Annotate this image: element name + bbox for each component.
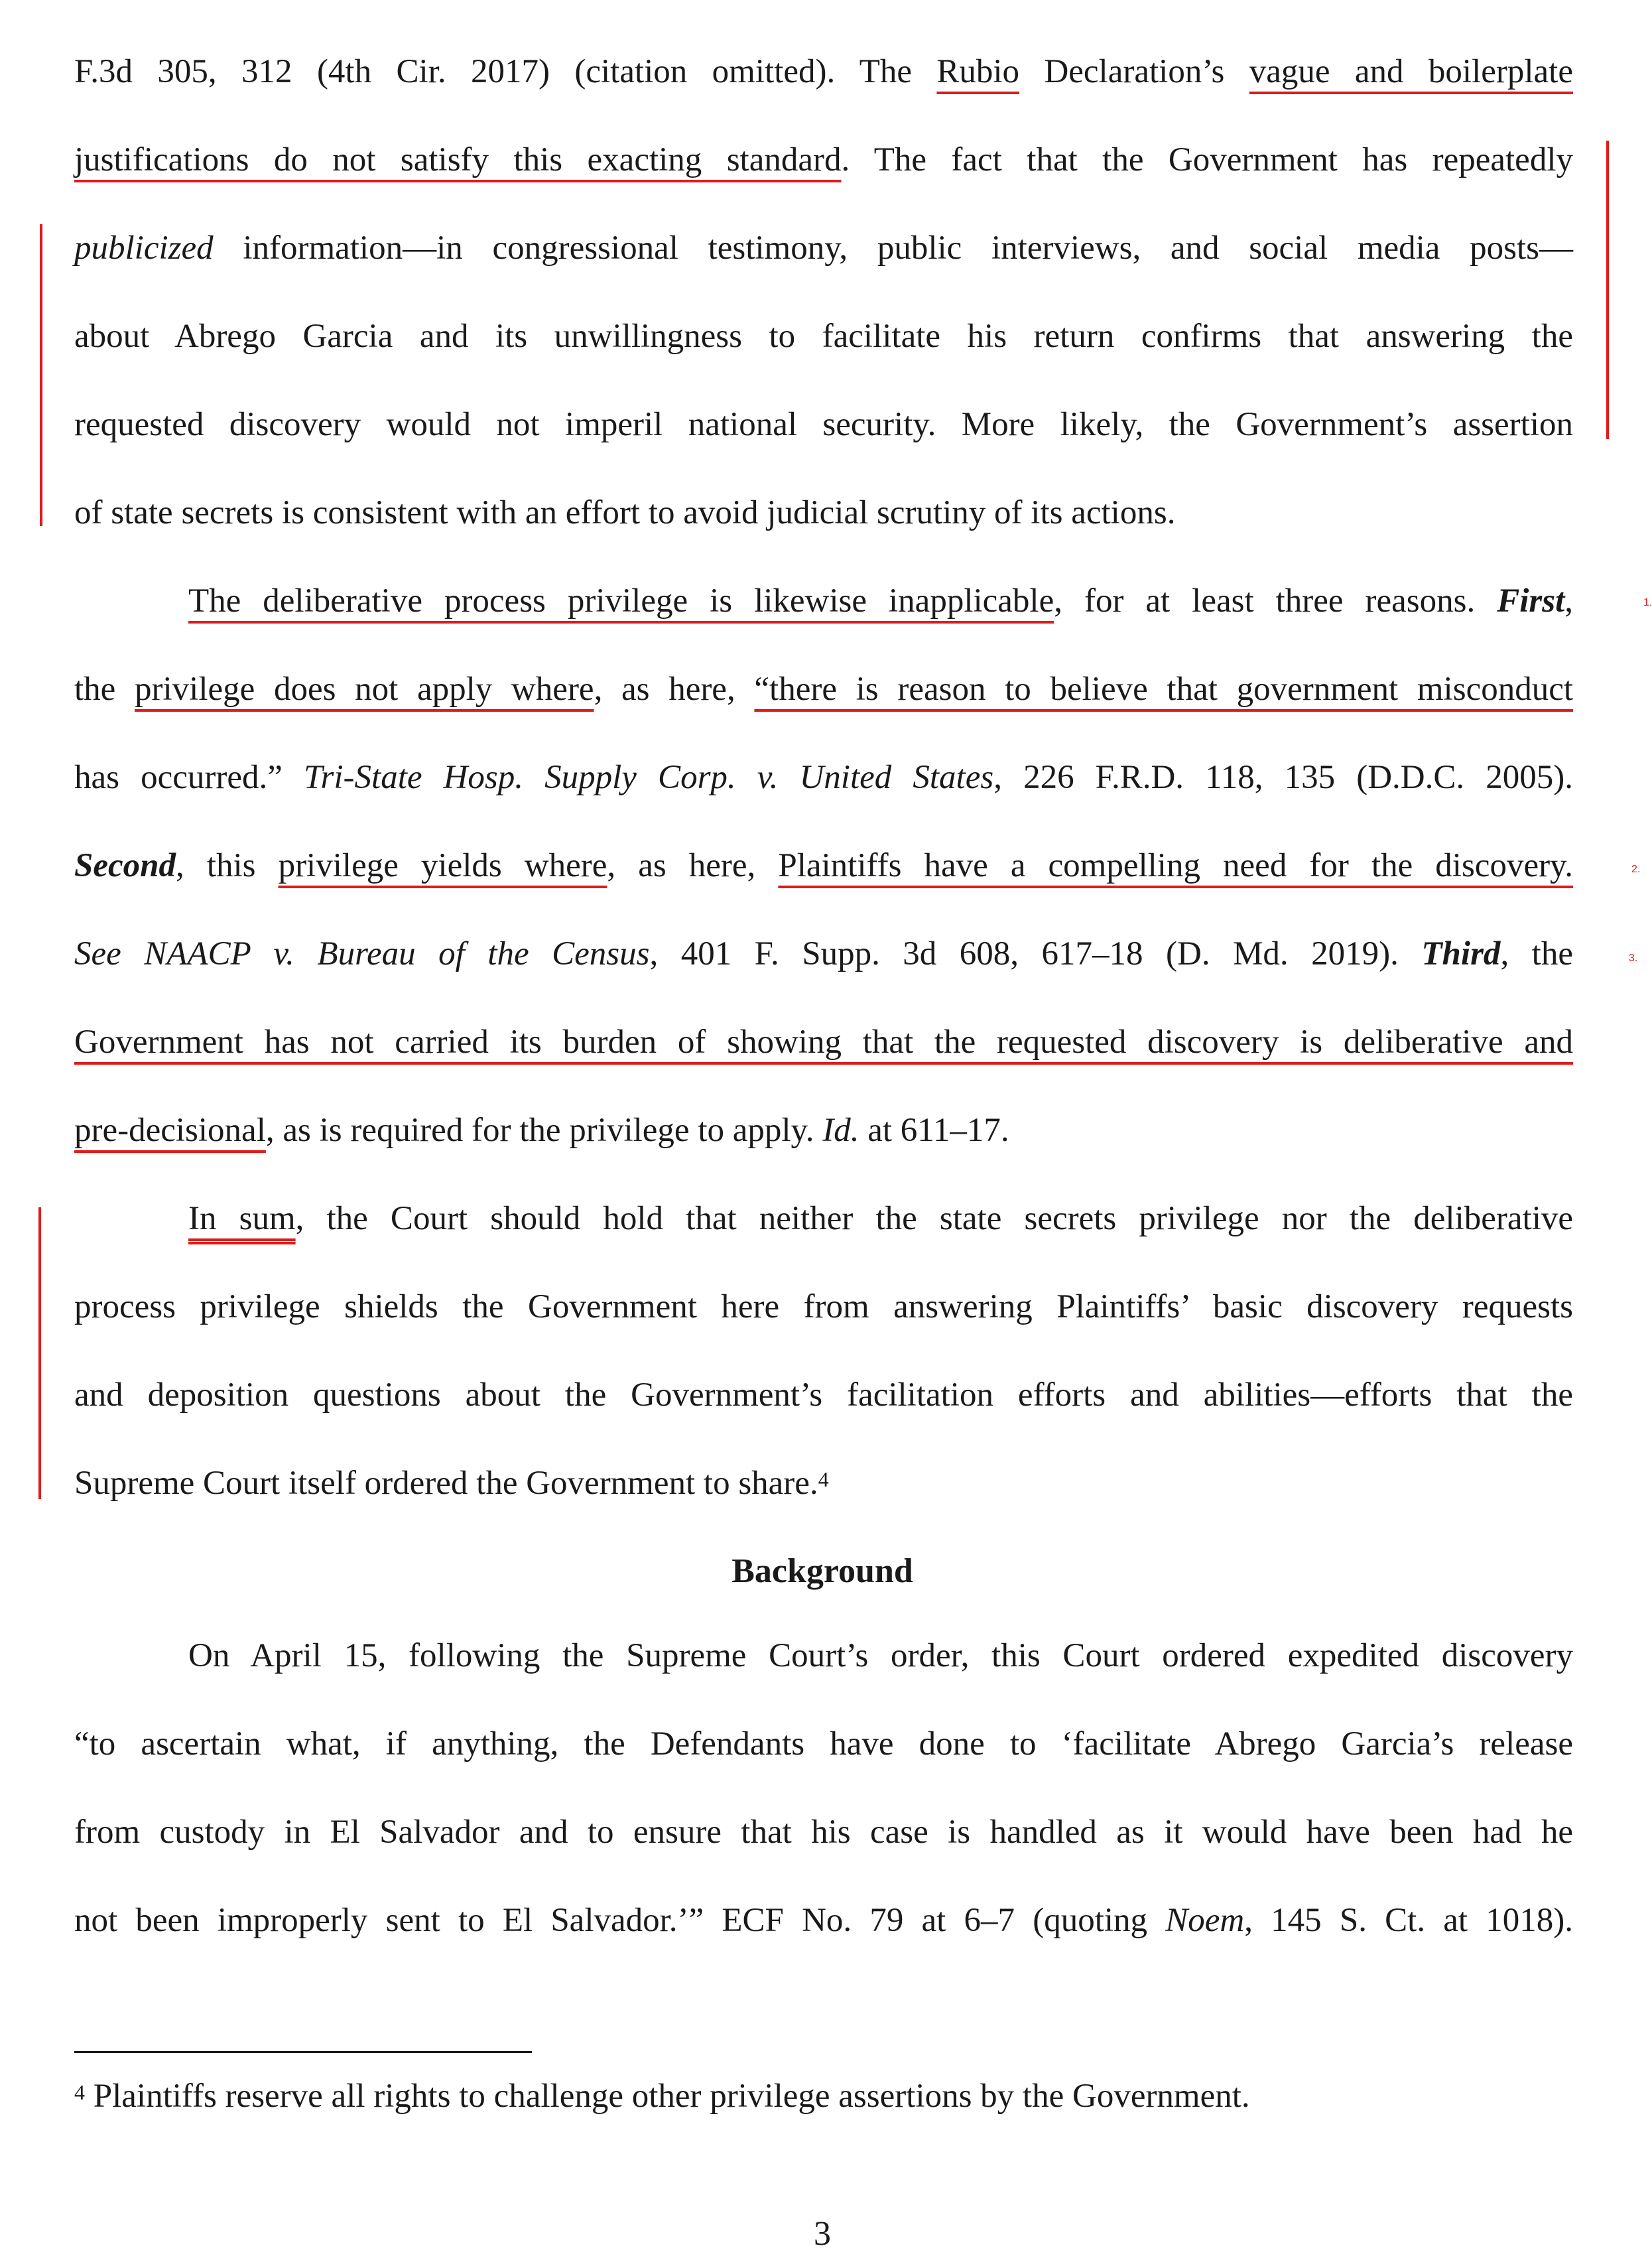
highlight-vague-boilerplate: vague and boilerplate — [1249, 53, 1573, 90]
margin-note: 2. — [1631, 864, 1641, 875]
body-line: In sum, the Court should hold that neither the state secrets privilege nor the deliberative — [188, 1200, 1573, 1237]
body-line: The deliberative process privilege is likewise inapplicable, for at least three reasons. First, — [188, 582, 1573, 620]
body-line: Second, this privilege yields where, as here, Plaintiffs have a compelling need for the discovery. — [74, 847, 1573, 884]
margin-note: 1. — [1643, 597, 1652, 608]
case-citation: See NAACP v. Bureau of the Census — [74, 935, 650, 972]
footnote-number: 4 — [74, 2080, 85, 2104]
body-line: publicized information—in congressional testimony, public interviews, and social media posts— — [74, 230, 1573, 267]
body-line: from custody in El Salvador and to ensure that his case is handled as it would have been had he — [74, 1814, 1573, 1851]
body-line: See NAACP v. Bureau of the Census, 401 F. Supp. 3d 608, 617–18 (D. Md. 2019). Third, the — [74, 935, 1573, 972]
body-line: of state secrets is consistent with an effort to avoid judicial scrutiny of its actions. — [74, 494, 1176, 531]
page-number: 3 — [814, 2215, 831, 2253]
highlight-privilege-not-apply: privilege does not apply where — [135, 671, 594, 708]
footnote-separator — [74, 2051, 532, 2053]
body-line: and deposition questions about the Government’s facilitation efforts and abilities—efforts that the — [74, 1376, 1573, 1414]
highlight-in-sum: In sum — [188, 1200, 296, 1237]
body-line: about Abrego Garcia and its unwillingness to facilitate his return confirms that answering the — [74, 318, 1573, 355]
body-line: not been improperly sent to El Salvador.’” ECF No. 79 at 6–7 (quoting Noem, 145 S. Ct. at 1018). — [74, 1902, 1573, 1939]
body-line: pre-decisional, as is required for the privilege to apply. Id. at 611–17. — [74, 1112, 1009, 1149]
highlight-deliberative-inapplicable: The deliberative process privilege is likewise inapplicable — [188, 582, 1054, 620]
highlight-rubio: Rubio — [936, 53, 1020, 90]
case-citation: Noem — [1165, 1902, 1245, 1939]
section-heading: Background — [731, 1552, 913, 1590]
highlight-compelling-need: Plaintiffs have a compelling need for the discovery. — [778, 847, 1573, 884]
footnote: $^4$ Plaintiffs reserve all rights to challenge other privilege assertions by the Government. — [74, 2078, 1250, 2115]
highlight-pre-decisional: pre-decisional — [74, 1112, 266, 1149]
body-line: the privilege does not apply where, as here, “there is reason to believe that government misconduct — [74, 671, 1574, 708]
highlight-privilege-yields: privilege yields where — [278, 847, 607, 884]
body-line: justifications do not satisfy this exacting standard. The fact that the Government has repeatedly — [74, 141, 1573, 178]
case-citation: Tri-State Hosp. Supply Corp. v. United States — [303, 759, 994, 796]
footnote-reference[interactable]: 4 — [818, 1467, 829, 1491]
highlight-burden: Government has not carried its burden of showing that the requested discovery is deliberative and — [74, 1024, 1573, 1061]
highlight-justifications: justifications do not satisfy this exacting standard — [74, 141, 842, 178]
body-line: process privilege shields the Government here from answering Plaintiffs’ basic discovery requests — [74, 1288, 1573, 1325]
margin-bar-left — [40, 224, 42, 526]
margin-bar-right — [1606, 141, 1609, 439]
body-line: “to ascertain what, if anything, the Defendants have done to ‘facilitate Abrego Garcia’s release — [74, 1725, 1573, 1763]
body-line: has occurred.” Tri-State Hosp. Supply Corp. v. United States, 226 F.R.D. 118, 135 (D.D.C. 2005). — [74, 759, 1573, 796]
margin-note: 3. — [1629, 953, 1638, 964]
body-line — [74, 1021, 1573, 1063]
highlight-misconduct: “there is reason to believe that government misconduct — [754, 671, 1574, 708]
body-line: requested discovery would not imperil national security. More likely, the Government’s assertion — [74, 406, 1573, 443]
body-line: F.3d 305, 312 (4th Cir. 2017) (citation omitted). The Rubio Declaration’s vague and boilerplate — [74, 53, 1573, 90]
body-line: On April 15, following the Supreme Court’s order, this Court ordered expedited discovery — [188, 1637, 1573, 1674]
margin-bar-left — [38, 1207, 41, 1499]
body-line: Supreme Court itself ordered the Government to share.$^4$ — [74, 1465, 829, 1502]
